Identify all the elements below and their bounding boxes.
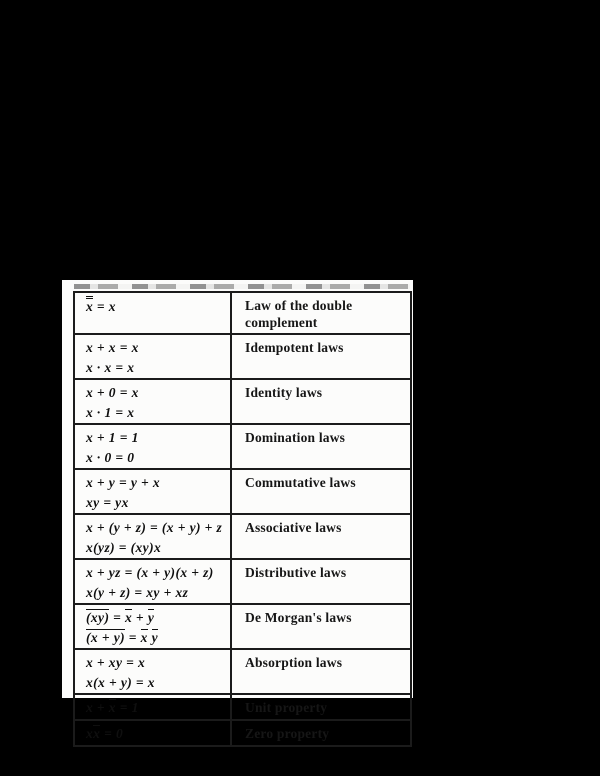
formula-cell (74, 559, 231, 604)
law-label: Associative laws (231, 514, 411, 559)
formula-line: x · x = x (86, 360, 135, 375)
law-label: Unit property (231, 694, 411, 720)
law-label: Zero property (231, 720, 411, 746)
law-label: Identity laws (231, 379, 411, 424)
law-label: Law of the double complement (231, 292, 411, 334)
overline-expression: x (93, 726, 101, 741)
law-label: Commutative laws (231, 469, 411, 514)
table-row (74, 379, 411, 424)
formula-line: x + y = y + x (86, 475, 161, 490)
formula-cell (74, 379, 231, 424)
overline-expression: (x + y) (86, 630, 125, 645)
formula-line: x · 1 = x (86, 405, 135, 420)
formula-cell (74, 514, 231, 559)
formula-cell (74, 469, 231, 514)
formula-line: xx = 0 (86, 726, 124, 741)
formula-line: x + 0 = x (86, 385, 139, 400)
table-row (74, 514, 411, 559)
formula-line: xy = yx (86, 495, 129, 510)
formula-cell (74, 424, 231, 469)
formula-cell (74, 649, 231, 694)
overline-expression (86, 296, 93, 315)
formula-cell (74, 604, 231, 649)
law-label: Idempotent laws (231, 334, 411, 379)
table-row (74, 334, 411, 379)
formula-line: x = x (86, 295, 227, 316)
formula-line: x + (y + z) = (x + y) + z (86, 520, 223, 535)
overline-expression: (xy) (86, 610, 110, 625)
formula-line: x + x = x (86, 340, 139, 355)
formula-line: x + 1 = 1 (86, 430, 139, 445)
formula-cell (74, 334, 231, 379)
overline-expression: x (86, 299, 94, 314)
table-row (74, 292, 411, 334)
table-row (74, 559, 411, 604)
formula-line: x(x + y) = x (86, 675, 155, 690)
law-label: Absorption laws (231, 649, 411, 694)
scan-smudge-artifact (74, 284, 410, 289)
formula-line: x + yz = (x + y)(x + z) (86, 565, 214, 580)
table-row (74, 604, 411, 649)
formula-cell (74, 694, 231, 720)
overline-expression: y (151, 630, 158, 645)
scanned-page (62, 280, 413, 741)
law-label: Distributive laws (231, 559, 411, 604)
overline-expression: y (147, 610, 155, 625)
table-row (74, 424, 411, 469)
overline-expression: x (140, 630, 148, 645)
table-row (74, 649, 411, 694)
table-row (74, 469, 411, 514)
formula-line: x + xy = x (86, 655, 146, 670)
boolean-laws-table (73, 291, 412, 747)
overline-expression: x (108, 700, 116, 715)
overline-expression: x (125, 610, 133, 625)
formula-line: x + x = 1 (86, 700, 139, 715)
formula-line: x(y + z) = xy + xz (86, 585, 189, 600)
law-label: De Morgan's laws (231, 604, 411, 649)
table-row (74, 720, 411, 746)
formula-line: x(yz) = (xy)x (86, 540, 162, 555)
formula-line: (x + y) = x y (86, 630, 158, 645)
formula-cell (74, 292, 231, 334)
formula-line: (xy) = x + y (86, 610, 155, 625)
law-label: Domination laws (231, 424, 411, 469)
formula-cell (74, 720, 231, 746)
table-row (74, 694, 411, 720)
formula-line: x · 0 = 0 (86, 450, 135, 465)
